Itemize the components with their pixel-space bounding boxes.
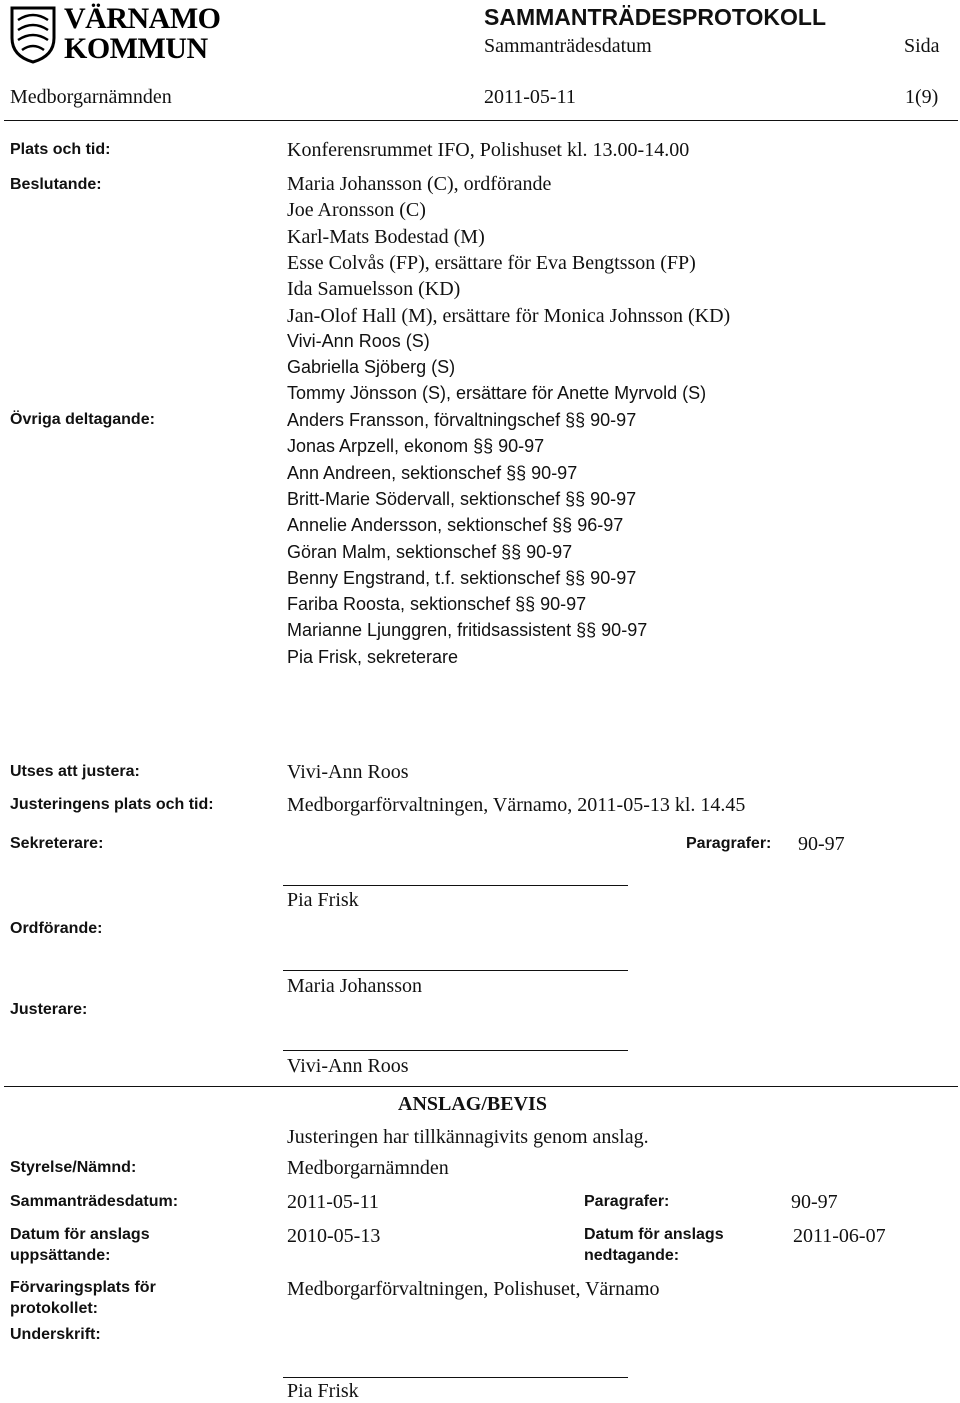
page-number: 1(9) <box>905 86 939 108</box>
deciding-member: Vivi-Ann Roos (S) <box>287 330 430 351</box>
paragraphs-value: 90-97 <box>798 833 845 855</box>
adjuster-signature-line <box>283 1050 628 1051</box>
board-label: Styrelse/Nämnd: <box>10 1159 137 1176</box>
other-participant: Annelie Andersson, sektionschef §§ 96-97 <box>287 515 624 536</box>
chair-label: Ordförande: <box>10 920 103 937</box>
coat-of-arms-icon <box>8 4 58 64</box>
secretary-name: Pia Frisk <box>287 889 359 911</box>
chair-signature-line <box>283 970 628 971</box>
adjuster-name: Vivi-Ann Roos <box>287 1055 409 1077</box>
logo-line-2: KOMMUN <box>64 32 208 65</box>
deciding-member: Esse Colvås (FP), ersättare för Eva Bengtsson (FP) <box>287 251 696 274</box>
storage-label-2: protokollet: <box>10 1300 98 1317</box>
signature-label: Underskrift: <box>10 1326 101 1343</box>
storage-value: Medborgarförvaltningen, Polishuset, Värnamo <box>287 1278 660 1300</box>
logo-wordmark <box>64 4 220 64</box>
anslag-divider <box>4 1086 958 1087</box>
logo-line-1: VÄRNAMO <box>64 2 221 35</box>
other-participant: Fariba Roosta, sektionschef §§ 90-97 <box>287 594 587 615</box>
posted-date-label-1: Datum för anslags <box>10 1226 150 1243</box>
anslag-paragraphs: 90-97 <box>791 1191 838 1213</box>
others-label: Övriga deltagande: <box>10 411 155 428</box>
adjustment-place-label: Justeringens plats och tid: <box>10 796 214 813</box>
posted-date: 2010-05-13 <box>287 1225 381 1247</box>
removed-date-label-2: nedtagande: <box>584 1247 680 1264</box>
other-participant: Ann Andreen, sektionschef §§ 90-97 <box>287 462 578 483</box>
posted-date-label-2: uppsättande: <box>10 1247 111 1264</box>
chair-name: Maria Johansson <box>287 975 422 997</box>
page-column-label: Sida <box>904 35 940 57</box>
meeting-date: 2011-05-11 <box>484 86 576 108</box>
deciding-member: Ida Samuelsson (KD) <box>287 278 461 301</box>
anslag-notice: Justeringen har tillkännagivits genom anslag. <box>287 1126 649 1148</box>
other-participant: Anders Fransson, förvaltningschef §§ 90-97 <box>287 410 637 430</box>
other-participant: Göran Malm, sektionschef §§ 90-97 <box>287 541 573 562</box>
date-column-label: Sammanträdesdatum <box>484 35 652 57</box>
anslag-title: ANSLAG/BEVIS <box>398 1093 547 1115</box>
board-value: Medborgarnämnden <box>287 1157 449 1179</box>
storage-label-1: Förvaringsplats för <box>10 1279 156 1296</box>
anslag-meeting-date: 2011-05-11 <box>287 1191 379 1213</box>
anslag-meeting-date-label: Sammanträdesdatum: <box>10 1193 179 1210</box>
deciding-member: Jan-Olof Hall (M), ersättare för Monica Johnsson (KD) <box>287 304 731 327</box>
header-divider <box>4 120 958 121</box>
deciding-member: Joe Aronsson (C) <box>287 199 426 222</box>
other-participant: Marianne Ljunggren, fritidsassistent §§ 90-97 <box>287 620 648 641</box>
secretary-label: Sekreterare: <box>10 835 104 852</box>
deciding-member: Karl-Mats Bodestad (M) <box>287 225 485 248</box>
removed-date: 2011-06-07 <box>793 1225 886 1247</box>
signature-name: Pia Frisk <box>287 1380 359 1402</box>
deciding-member: Gabriella Sjöberg (S) <box>287 357 456 378</box>
removed-date-label-1: Datum för anslags <box>584 1226 724 1243</box>
place-label: Plats och tid: <box>10 141 111 158</box>
other-participant: Jonas Arpzell, ekonom §§ 90-97 <box>287 436 545 457</box>
deciding-member: Tommy Jönsson (S), ersättare för Anette Myrvold (S) <box>287 383 707 404</box>
adjustment-place-value: Medborgarförvaltningen, Värnamo, 2011-05-13 kl. 14.45 <box>287 794 746 816</box>
kommun-logo <box>8 4 240 68</box>
secretary-signature-line <box>283 885 628 886</box>
other-participant: Benny Engstrand, t.f. sektionschef §§ 90-97 <box>287 567 637 588</box>
final-signature-line <box>283 1377 628 1378</box>
deciding-label: Beslutande: <box>10 176 102 193</box>
other-participant: Britt-Marie Södervall, sektionschef §§ 90-97 <box>287 488 637 509</box>
document-type: SAMMANTRÄDESPROTOKOLL <box>484 4 827 30</box>
committee-name: Medborgarnämnden <box>10 86 172 108</box>
other-participant: Pia Frisk, sekreterare <box>287 646 459 667</box>
place-value: Konferensrummet IFO, Polishuset kl. 13.00-14.00 <box>287 139 690 161</box>
deciding-member: Maria Johansson (C), ordförande <box>287 173 552 195</box>
anslag-paragraphs-label: Paragrafer: <box>584 1193 670 1210</box>
paragraphs-label: Paragrafer: <box>686 835 772 852</box>
adjuster-label: Justerare: <box>10 1001 88 1018</box>
appointed-adjuster-value: Vivi-Ann Roos <box>287 761 409 783</box>
appointed-adjuster-label: Utses att justera: <box>10 763 140 780</box>
